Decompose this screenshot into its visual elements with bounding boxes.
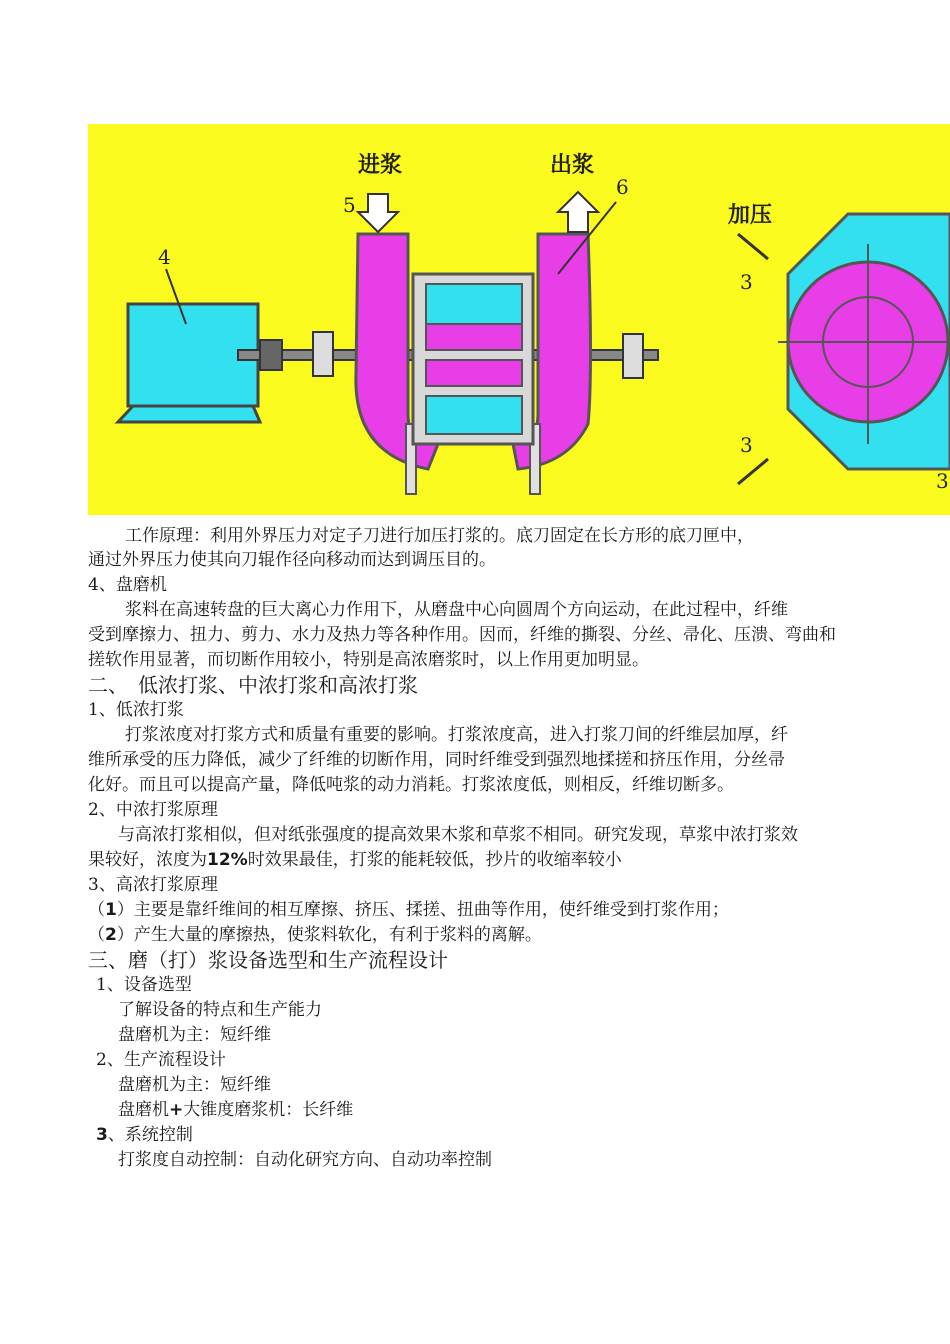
topic-2-line2: 盘磨机+大锥度磨浆机：长纤维 [118, 1100, 354, 1120]
subheading-3: 3、高浓打浆原理 [88, 875, 218, 895]
topic-3-heading: 3、系统控制 [96, 1125, 193, 1145]
bearing-right [623, 334, 643, 378]
topic-1-line2: 盘磨机为主：短纤维 [118, 1025, 271, 1045]
p1-line1: 工作原理：利用外界压力对定子刀进行加压打浆的。底刀固定在长方形的底刀匣中， [125, 526, 754, 546]
coupling [260, 340, 282, 370]
p2-line2: 受到摩擦力、扭力、剪力、水力及热力等各种作用。因而，纤维的撕裂、分丝、帚化、压溃、弯曲和 [88, 625, 836, 645]
p4-line2: 果较好，浓度为12%时效果最佳，打浆的能耗较低，抄片的收缩率较小 [88, 850, 622, 870]
concentration-value: 12% [207, 850, 248, 870]
heading-3: 三、磨（打）浆设备选型和生产流程设计 [88, 948, 448, 972]
section-4-heading: 4、盘磨机 [88, 575, 167, 595]
label-num-6: 6 [616, 175, 629, 199]
topic-2-line1: 盘磨机为主：短纤维 [118, 1075, 271, 1095]
list-item-1: （1）主要是靠纤维间的相互摩擦、挤压、揉搓、扭曲等作用，使纤维受到打浆作用； [88, 900, 729, 920]
label-inlet: 进浆 [358, 152, 403, 178]
topic-1-line1: 了解设备的特点和生产能力 [118, 1000, 322, 1020]
topic-1-heading: 1、设备选型 [96, 975, 192, 995]
p2-line1: 浆料在高速转盘的巨大离心力作用下，从磨盘中心向圆周个方向运动，在此过程中，纤维 [125, 600, 788, 620]
subheading-1: 1、低浓打浆 [88, 700, 184, 720]
motor [118, 304, 260, 422]
label-num-5: 5 [343, 193, 356, 217]
p1-line2: 通过外界压力使其向刀辊作径向移动而达到调压目的。 [88, 550, 496, 570]
p2-line3: 搓软作用显著，而切断作用较小，特别是高浓磨浆时，以上作用更加明显。 [88, 650, 649, 670]
rotor [413, 274, 533, 444]
label-num-3-bottom: 3 [740, 433, 753, 457]
p3-line2: 维所承受的压力降低，减少了纤维的切断作用，同时纤维受到强烈地揉搓和挤压作用，分丝帚 [88, 750, 785, 770]
label-pressure: 加压 [728, 202, 773, 228]
list-item-2: （2）产生大量的摩擦热，使浆料软化，有利于浆料的离解。 [88, 925, 542, 945]
refiner-diagram [88, 124, 950, 515]
label-outlet: 出浆 [550, 152, 595, 178]
bearing-left [313, 332, 333, 376]
label-num-3-top: 3 [740, 270, 753, 294]
label-num-4: 4 [158, 245, 171, 269]
p3-line3: 化好。而且可以提高产量，降低吨浆的动力消耗。打浆浓度低，则相反，纤维切断多。 [88, 775, 734, 795]
topic-2-heading: 2、生产流程设计 [96, 1050, 226, 1070]
p4-line1: 与高浓打浆相似，但对纸张强度的提高效果木浆和草浆不相同。研究发现，草浆中浓打浆效 [118, 825, 798, 845]
heading-2: 二、 低浓打浆、中浓打浆和高浓打浆 [88, 673, 418, 697]
subheading-2: 2、中浓打浆原理 [88, 800, 218, 820]
p3-line1: 打浆浓度对打浆方式和质量有重要的影响。打浆浓度高，进入打浆刀间的纤维层加厚，纤 [125, 725, 788, 745]
label-num-3-right: 3 [936, 469, 949, 493]
topic-3-line1: 打浆度自动控制：自动化研究方向、自动功率控制 [118, 1150, 492, 1170]
